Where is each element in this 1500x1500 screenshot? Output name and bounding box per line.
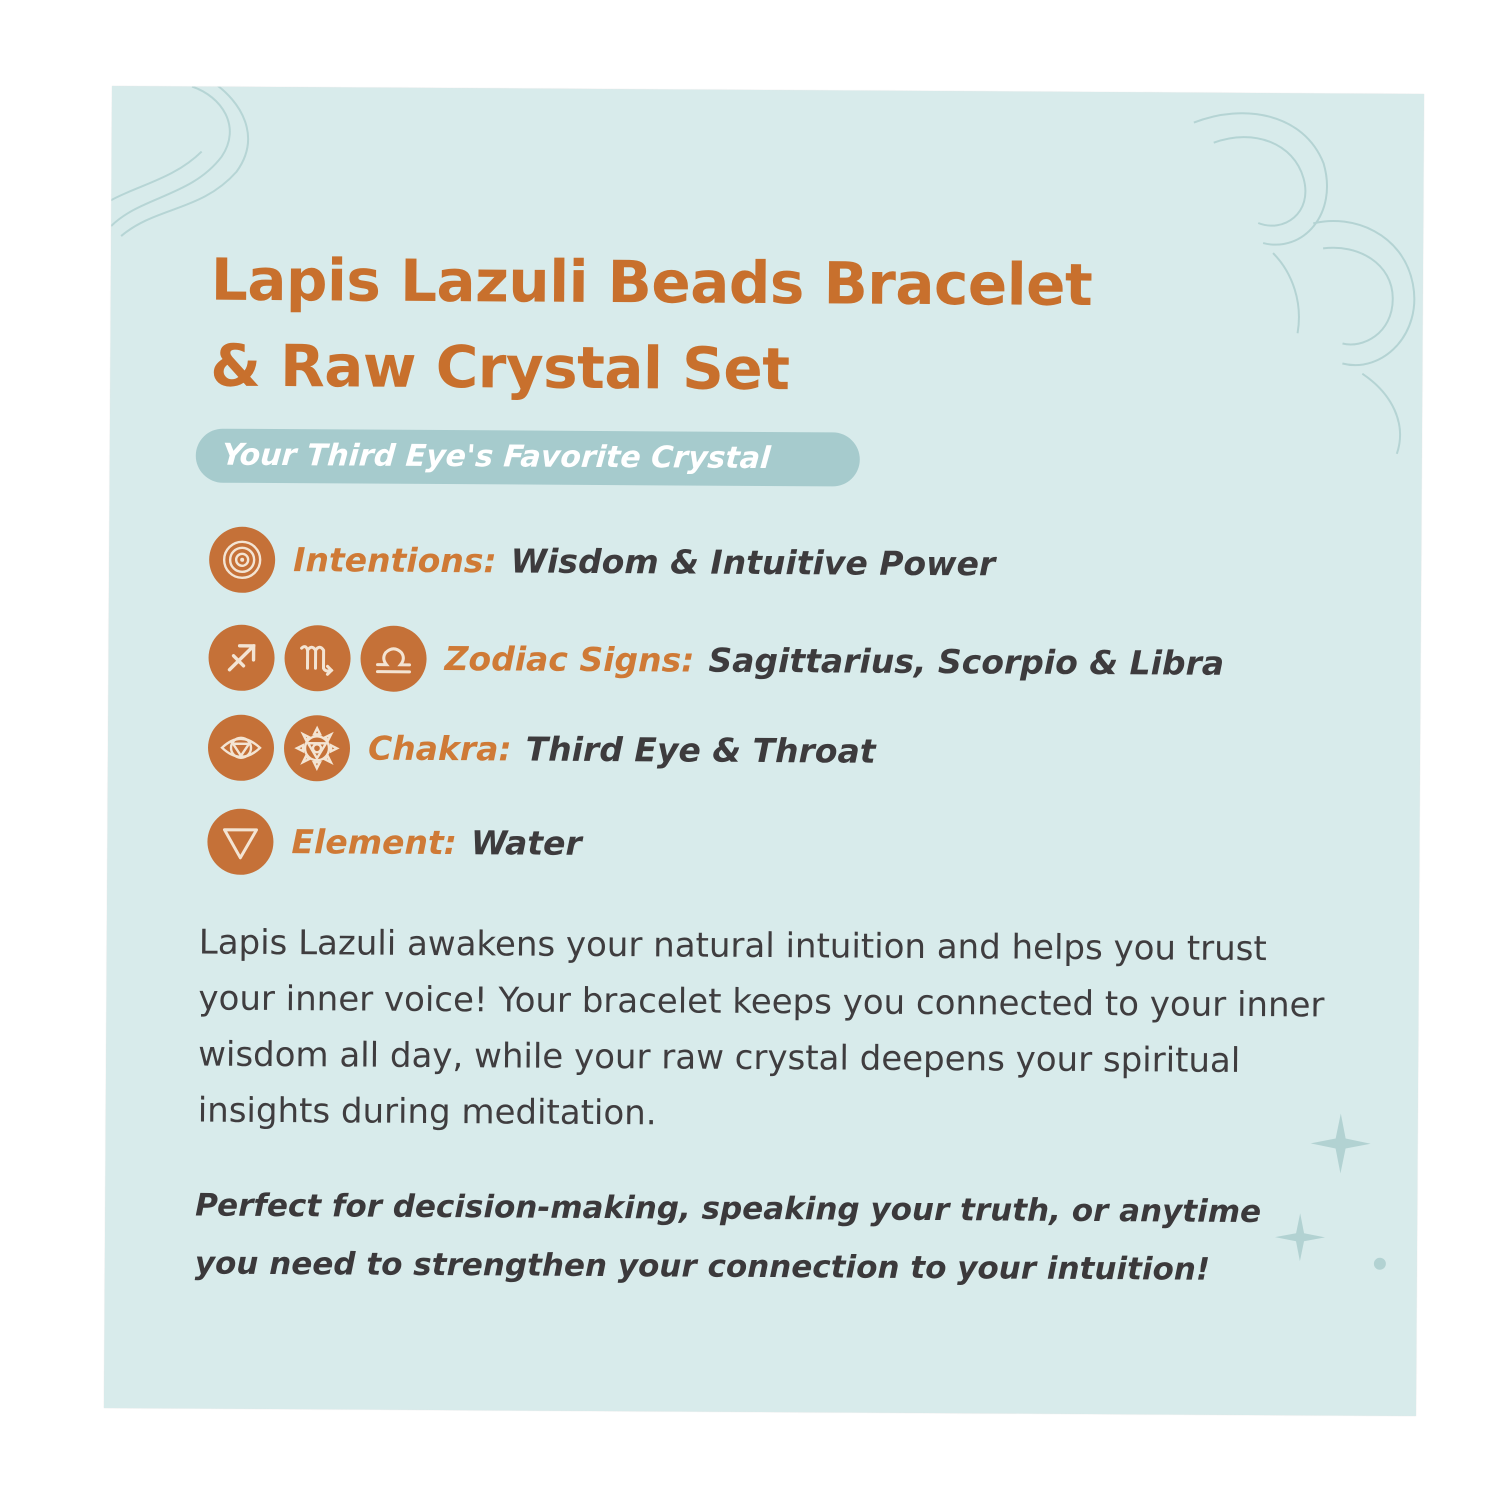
chakra-row [208,715,876,785]
chakra-value: Third Eye & Throat [525,729,876,771]
intentions-value: Wisdom & Intuitive Power [510,541,996,584]
chakra-label: Chakra: [367,728,512,769]
concentric-circles-icon [209,527,275,593]
top-left-swirl-decoration [104,86,272,247]
info-card [104,86,1424,1416]
usage-note: Perfect for decision-making, speaking your truth, or anytime you need to strengthen your connection to your intuition! [194,1187,1262,1288]
product-title [210,237,1361,416]
throat-chakra-icon [284,715,350,781]
sagittarius-icon [208,625,274,691]
zodiac-value: Sagittarius, Scorpio & Libra [708,640,1225,683]
libra-icon [360,626,426,692]
subtitle-pill [196,429,860,487]
intentions-label: Intentions: [293,540,497,581]
zodiac-row [208,625,1224,697]
subtitle-text: Your Third Eye's Favorite Crystal [220,437,772,477]
title-line-2: & Raw Crystal Set [210,331,790,404]
water-element-icon [207,809,273,875]
title-line-1: Lapis Lazuli Beads Bracelet [210,245,1093,319]
element-label: Element: [291,822,458,863]
description-paragraph: Lapis Lazuli awakens your natural intuition and helps you trust your inner voice! Your bracelet keeps you connected to your inner wisdom all day, while your raw crystal deepens your spiritual insights during meditation. [197,922,1325,1134]
scorpio-icon [284,625,350,691]
intentions-row [209,527,996,598]
third-eye-chakra-icon [208,715,274,781]
zodiac-label: Zodiac Signs: [444,639,695,680]
element-row [207,809,582,877]
element-value: Water [470,823,582,863]
